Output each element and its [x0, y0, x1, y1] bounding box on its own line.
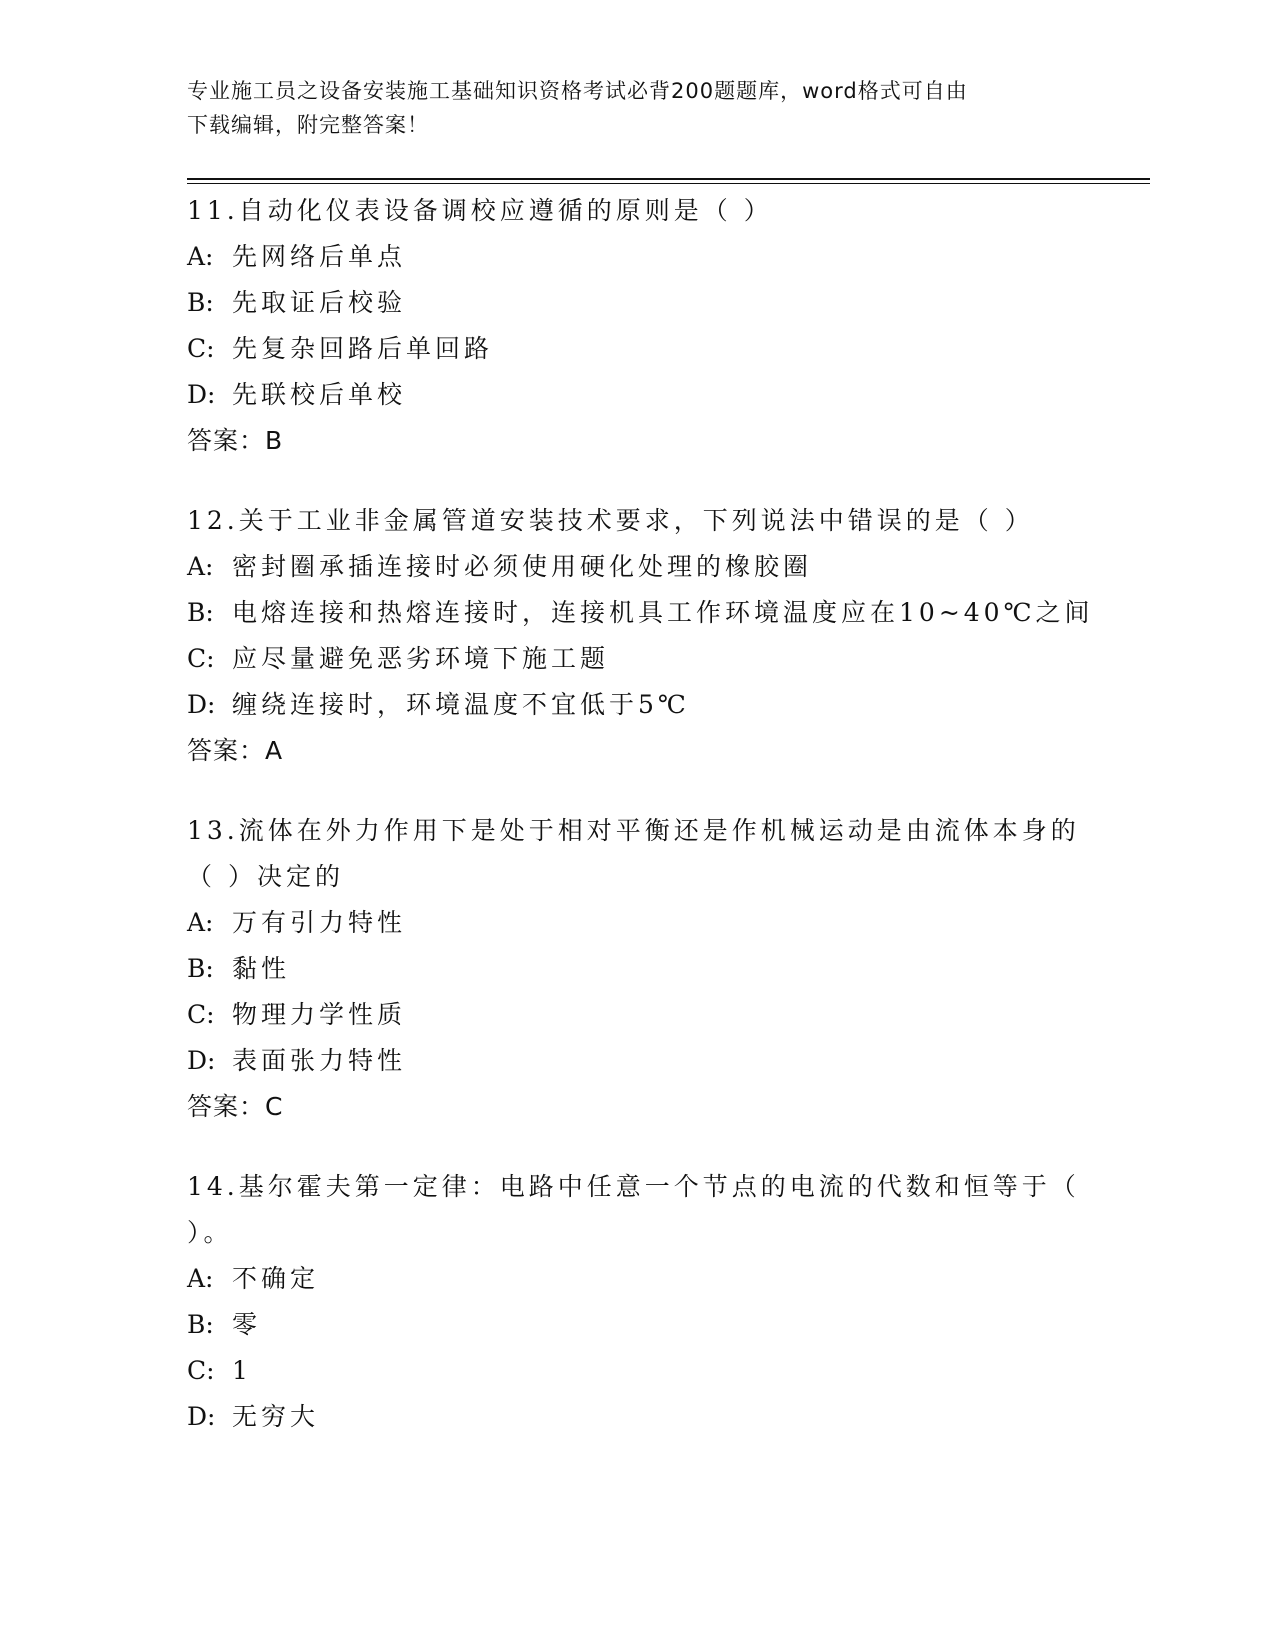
- header-line-1: 专业施工员之设备安装施工基础知识资格考试必背200题题库，word格式可自由: [187, 79, 968, 103]
- option-text: 先取证后校验: [232, 288, 407, 317]
- option-d: [187, 1038, 1087, 1084]
- option-text: 不确定: [232, 1264, 320, 1293]
- option-a: [187, 1256, 1087, 1302]
- header-divider-thin: [187, 183, 1150, 184]
- option-text: 先网络后单点: [232, 242, 407, 271]
- option-letter: D:: [187, 380, 216, 409]
- option-letter: A:: [187, 552, 214, 581]
- option-letter: B:: [187, 288, 214, 317]
- option-text: 密封圈承插连接时必须使用硬化处理的橡胶圈: [232, 552, 813, 581]
- option-letter: D:: [187, 690, 216, 719]
- question-title: 13.流体在外力作用下是处于相对平衡还是作机械运动是由流体本身的（ ）决定的: [187, 816, 1080, 891]
- option-text: 万有引力特性: [232, 908, 407, 937]
- option-letter: C:: [187, 334, 215, 363]
- document-header: [187, 74, 1067, 142]
- answer: 答案：B: [187, 426, 284, 455]
- question-13: [187, 808, 1087, 1130]
- option-letter: B:: [187, 598, 214, 627]
- option-letter: C:: [187, 1356, 215, 1385]
- option-letter: B:: [187, 954, 214, 983]
- option-d: [187, 682, 1087, 728]
- question-list: [187, 188, 1094, 1474]
- option-c: [187, 636, 1087, 682]
- answer: 答案：A: [187, 736, 284, 765]
- option-letter: D:: [187, 1046, 216, 1075]
- option-b: [187, 1302, 1087, 1348]
- option-letter: C:: [187, 1000, 215, 1029]
- header-divider-thick: [187, 178, 1150, 180]
- option-text: 缠绕连接时，环境温度不宜低于5℃: [232, 690, 690, 719]
- option-text: 零: [232, 1310, 262, 1339]
- option-text: 1: [232, 1356, 252, 1385]
- option-a: [187, 544, 1087, 590]
- option-b: [187, 280, 1087, 326]
- header-line-2: 下载编辑，附完整答案！: [187, 113, 429, 137]
- question-title: 11.自动化仪表设备调校应遵循的原则是（ ）: [187, 196, 773, 225]
- option-d: [187, 1394, 1087, 1440]
- question-11: [187, 188, 1087, 464]
- option-letter: A:: [187, 1264, 214, 1293]
- question-14: [187, 1164, 1087, 1440]
- option-c: [187, 326, 1087, 372]
- option-c: [187, 992, 1087, 1038]
- option-letter: A:: [187, 908, 214, 937]
- option-b: [187, 590, 1094, 636]
- option-text: 表面张力特性: [232, 1046, 407, 1075]
- option-letter: C:: [187, 644, 215, 673]
- option-text: 应尽量避免恶劣环境下施工题: [232, 644, 610, 673]
- option-text: 先联校后单校: [232, 380, 407, 409]
- question-title: 12.关于工业非金属管道安装技术要求，下列说法中错误的是（ ）: [187, 506, 1034, 535]
- option-letter: A:: [187, 242, 214, 271]
- option-letter: D:: [187, 1402, 216, 1431]
- option-text: 电熔连接和热熔连接时，连接机具工作环境温度应在10~40℃之间: [232, 598, 1094, 627]
- option-a: [187, 234, 1087, 280]
- option-text: 物理力学性质: [232, 1000, 407, 1029]
- option-b: [187, 946, 1087, 992]
- option-a: [187, 900, 1087, 946]
- question-12: [187, 498, 1094, 774]
- option-d: [187, 372, 1087, 418]
- question-title: 14.基尔霍夫第一定律：电路中任意一个节点的电流的代数和恒等于（ ）。: [187, 1172, 1080, 1247]
- option-text: 黏性: [232, 954, 291, 983]
- option-c: [187, 1348, 1087, 1394]
- option-text: 先复杂回路后单回路: [232, 334, 494, 363]
- option-letter: B:: [187, 1310, 214, 1339]
- option-text: 无穷大: [232, 1402, 320, 1431]
- answer: 答案：C: [187, 1092, 284, 1121]
